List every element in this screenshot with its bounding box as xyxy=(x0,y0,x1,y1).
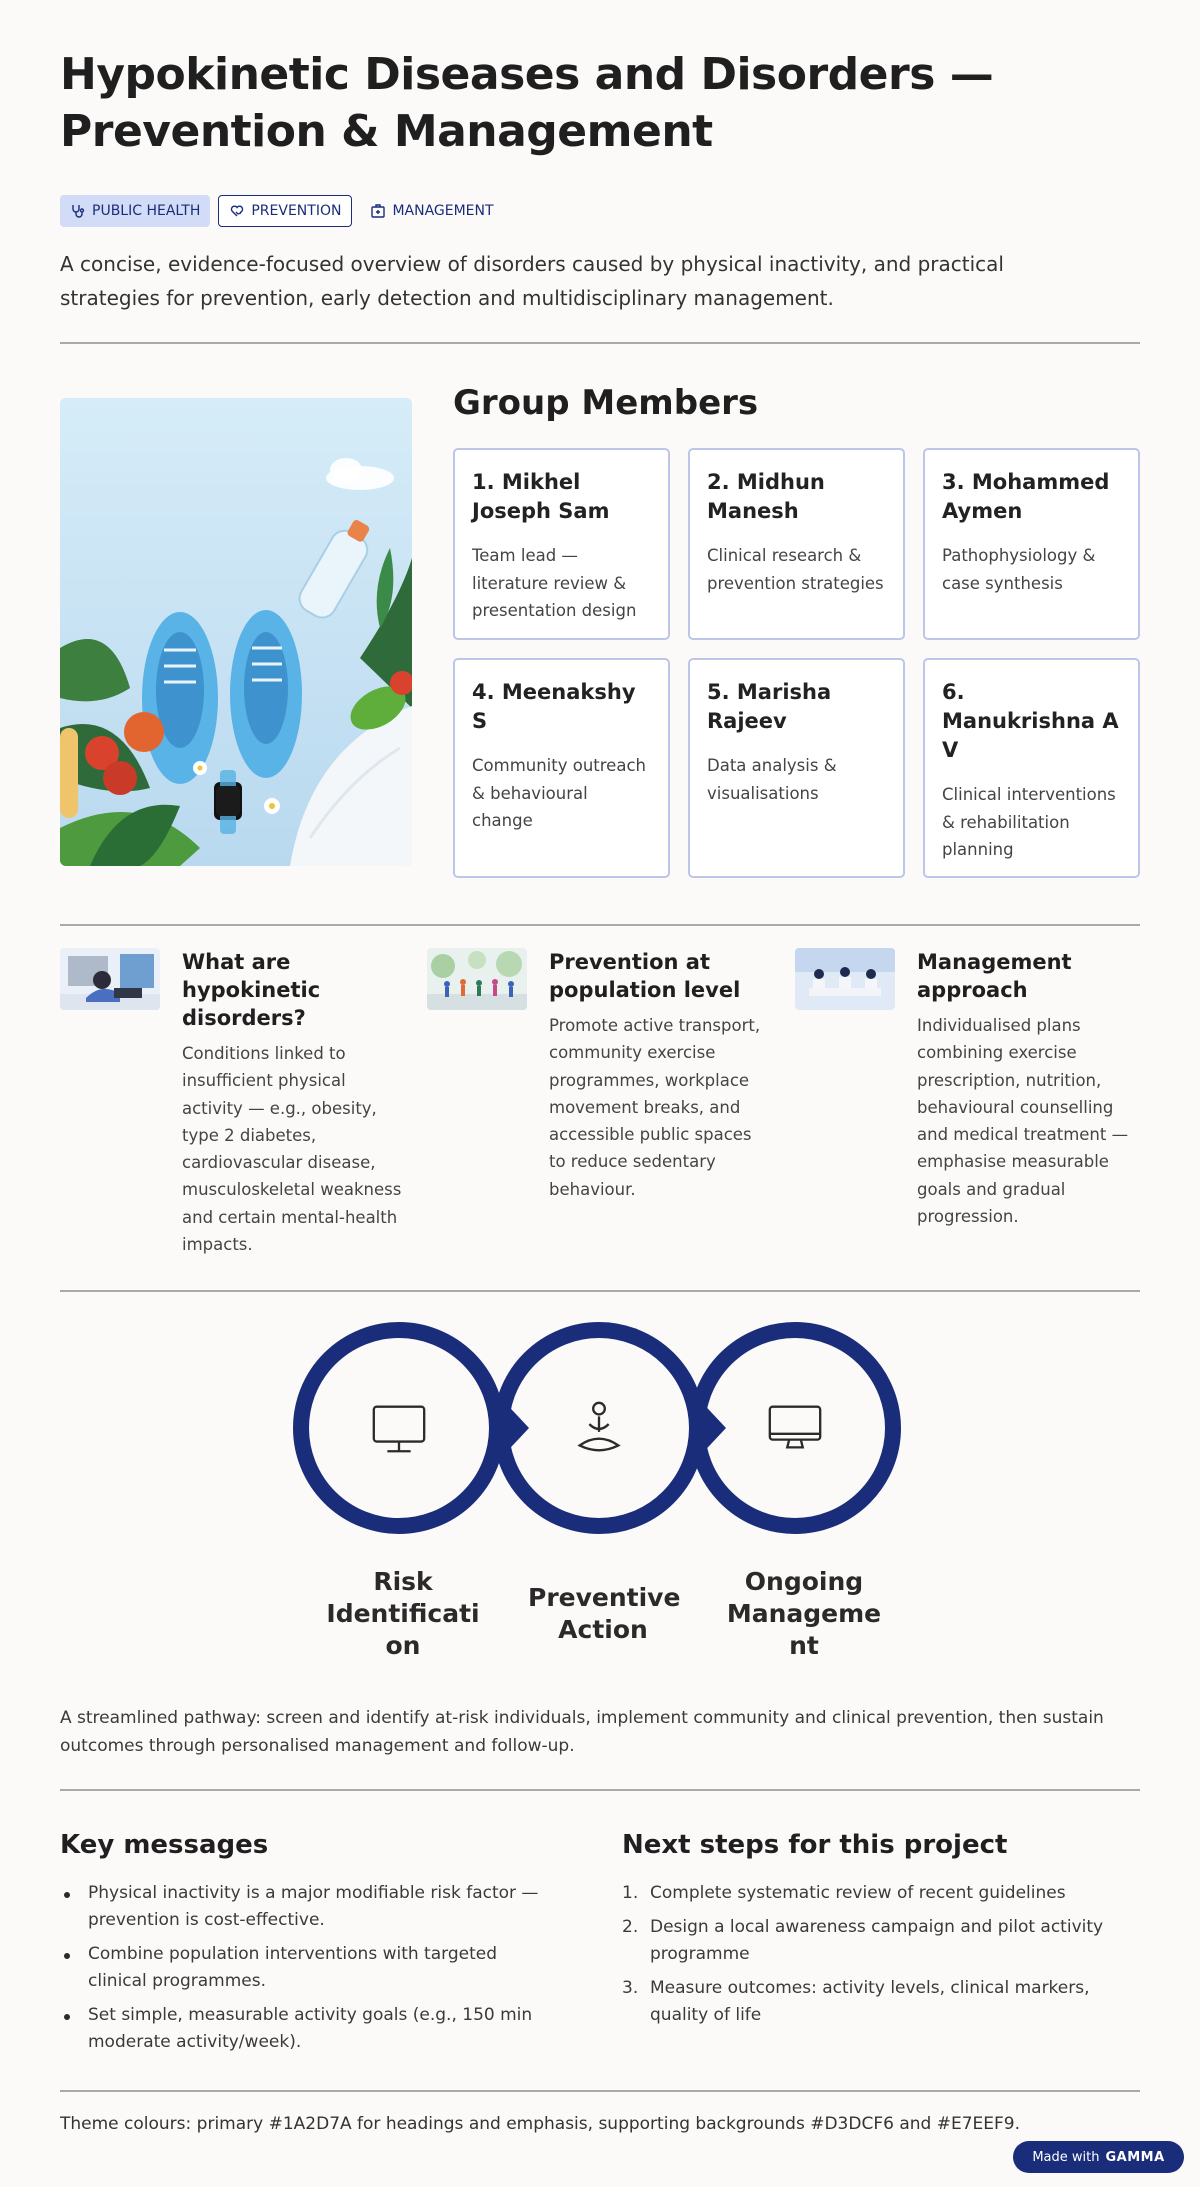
member-card xyxy=(688,658,905,878)
member-role: Data analysis & visualisations xyxy=(707,756,837,803)
list-item: Physical inactivity is a major modifiable risk factor — prevention is cost-effective. xyxy=(60,1880,560,1934)
divider xyxy=(60,1789,1140,1791)
list-item xyxy=(622,1914,1122,1968)
list-number: 1. xyxy=(622,1883,639,1903)
people-walking-image xyxy=(427,948,527,1010)
member-card xyxy=(688,448,905,640)
members-grid xyxy=(453,448,1140,878)
pathway-arrow xyxy=(696,1396,726,1460)
page-title: Hypokinetic Diseases and Disorders — Prevention & Management xyxy=(60,49,994,157)
divider xyxy=(60,342,1140,344)
next-steps-title: Next steps for this project xyxy=(622,1830,1008,1860)
key-messages-list xyxy=(60,1880,560,2063)
member-name: 1. Mikhel Joseph Sam xyxy=(472,470,610,523)
gamma-logo: GAMMA xyxy=(1105,2149,1165,2165)
list-number: 2. xyxy=(622,1917,639,1937)
info-text: Promote active transport, community exercise programmes, workplace movement breaks, and accessible public spaces to reduce sedentary behaviour. xyxy=(549,1016,761,1199)
hospital-icon xyxy=(370,203,386,219)
pathway-step-risk xyxy=(293,1322,505,1534)
meditation-icon xyxy=(568,1397,630,1459)
stethoscope-icon xyxy=(70,203,86,219)
group-members-title: Group Members xyxy=(453,383,759,423)
monitor-icon xyxy=(368,1397,430,1459)
tag-management[interactable] xyxy=(360,195,503,227)
tag-label: PREVENTION xyxy=(251,203,342,219)
pathway-description: A streamlined pathway: screen and identify at-risk individuals, implement community and clinical prevention, then sustain outcomes through personalised management and follow-up. xyxy=(60,1708,1104,1756)
member-role: Pathophysiology & case synthesis xyxy=(942,546,1096,593)
tag-label: MANAGEMENT xyxy=(392,203,494,219)
heart-hand-icon xyxy=(229,203,245,219)
list-text: Complete systematic review of recent guidelines xyxy=(650,1883,1066,1903)
badge-prefix: Made with xyxy=(1032,2149,1100,2165)
member-card xyxy=(453,448,670,640)
hero-image xyxy=(60,398,412,866)
pathway-step-label: Ongoing Manageme nt xyxy=(726,1567,882,1660)
info-title: What are hypokinetic disorders? xyxy=(182,950,321,1030)
key-messages-title: Key messages xyxy=(60,1830,269,1860)
intro-text: A concise, evidence-focused overview of disorders caused by physical inactivity, and practical strategies for prevention, early detection and multidisciplinary management. xyxy=(60,252,1004,310)
member-card xyxy=(453,658,670,878)
member-card xyxy=(923,658,1140,878)
pathway-arrow xyxy=(499,1396,529,1460)
info-title: Prevention at population level xyxy=(549,950,741,1002)
next-steps-list xyxy=(622,1880,1122,2036)
made-with-gamma-badge[interactable] xyxy=(1013,2141,1184,2173)
member-role: Clinical research & prevention strategies xyxy=(707,546,884,593)
member-name: 5. Marisha Rajeev xyxy=(707,680,832,733)
tag-row xyxy=(60,195,504,227)
member-name: 2. Midhun Manesh xyxy=(707,470,825,523)
list-item: Combine population interventions with targeted clinical programmes. xyxy=(60,1941,560,1995)
sneakers-vegetables-illustration xyxy=(60,398,412,866)
member-role: Team lead — literature review & presentation design xyxy=(472,546,637,620)
list-item xyxy=(622,1880,1122,1907)
pathway-diagram xyxy=(293,1322,913,1534)
member-role: Clinical interventions & rehabilitation planning xyxy=(942,785,1116,859)
tag-prevention[interactable] xyxy=(218,195,352,227)
divider xyxy=(60,2090,1140,2092)
list-text: Design a local awareness campaign and pilot activity programme xyxy=(650,1917,1104,1964)
tag-public-health[interactable] xyxy=(60,195,210,227)
info-text: Individualised plans combining exercise prescription, nutrition, behavioural counselling and medical treatment — emphasise measurable goals and gradual progression. xyxy=(917,1016,1129,1227)
footer-text: Theme colours: primary #1A2D7A for headings and emphasis, supporting backgrounds #D3DCF6 and #E7EEF9. xyxy=(60,2114,1020,2134)
info-text: Conditions linked to insufficient physical activity — e.g., obesity, type 2 diabetes, cardiovascular disease, musculoskeletal weakness and certain mental-health impacts. xyxy=(182,1044,402,1255)
list-text: Measure outcomes: activity levels, clinical markers, quality of life xyxy=(650,1978,1090,2025)
clinical-team-image xyxy=(795,948,895,1010)
pathway-step-label: Preventive Action xyxy=(528,1583,681,1644)
member-card xyxy=(923,448,1140,640)
member-name: 4. Meenakshy S xyxy=(472,680,636,733)
member-name: 6. Manukrishna A V xyxy=(942,680,1119,762)
tag-label: PUBLIC HEALTH xyxy=(92,203,201,219)
list-item xyxy=(622,1975,1122,2029)
list-number: 3. xyxy=(622,1978,639,1998)
pathway-step-label: Risk Identificati on xyxy=(326,1567,480,1660)
tired-worker-image xyxy=(60,948,160,1010)
list-item: Set simple, measurable activity goals (e.g., 150 min moderate activity/week). xyxy=(60,2002,560,2056)
member-name: 3. Mohammed Aymen xyxy=(942,470,1110,523)
member-role: Community outreach & behavioural change xyxy=(472,756,646,830)
divider xyxy=(60,1290,1140,1292)
desktop-icon xyxy=(764,1397,826,1459)
info-title: Management approach xyxy=(917,950,1072,1002)
divider xyxy=(60,924,1140,926)
